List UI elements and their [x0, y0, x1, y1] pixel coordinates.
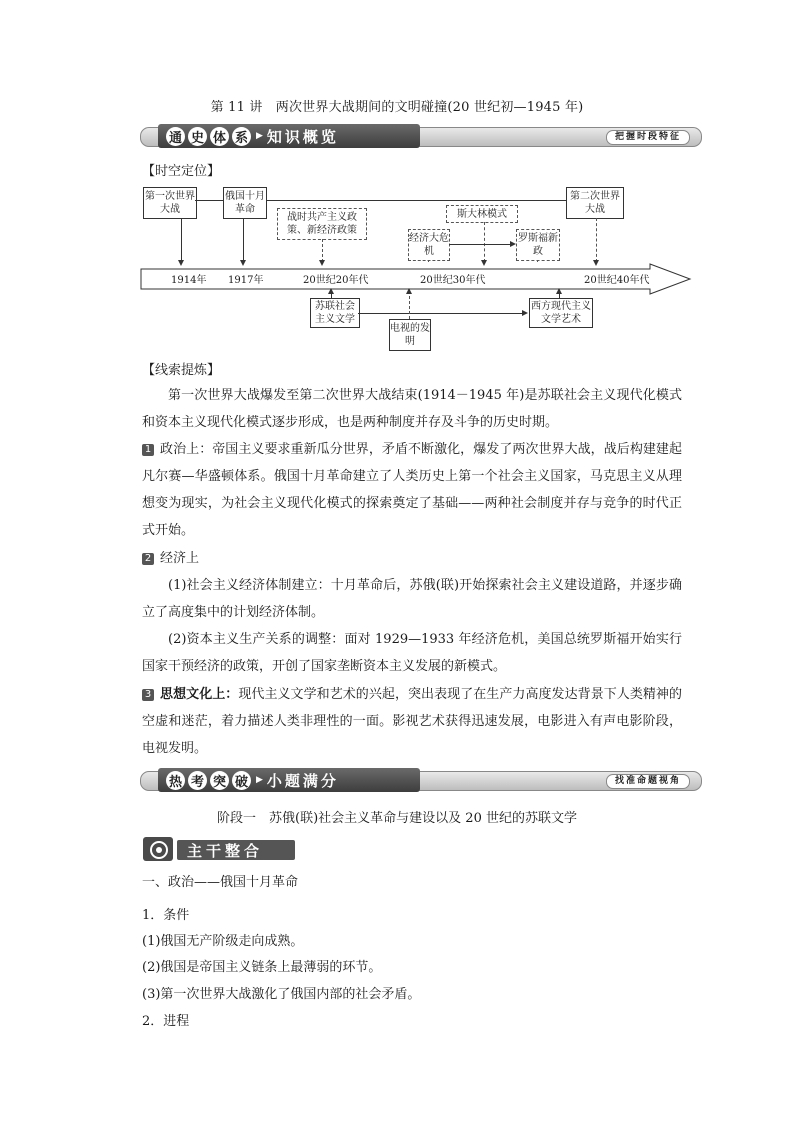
timespace-label: 【时空定位】 — [142, 164, 221, 179]
condition-3: (3)第一次世界大战激化了俄国内部的社会矛盾。 — [142, 987, 421, 1002]
banner-char: 热 — [166, 771, 185, 790]
banner-char: 考 — [188, 771, 207, 790]
box-western-modernism: 西方现代主义文学艺术 — [529, 298, 593, 328]
box-ww2: 第二次世界大战 — [566, 187, 624, 219]
tick-1914: 1914年 — [171, 275, 207, 286]
conditions-heading: 1．条件 — [142, 908, 190, 923]
section-heading-politics: 一、政治——俄国十月革命 — [142, 875, 299, 890]
stage-title: 阶段一 苏俄(联)社会主义革命与建设以及 20 世纪的苏联文学 — [217, 811, 577, 826]
number-badge: 3 — [142, 689, 154, 701]
triangle-right-icon: ▶ — [256, 775, 263, 785]
banner-char: 通 — [166, 127, 185, 146]
tick-1940s: 20世纪40年代 — [584, 275, 650, 286]
tick-1930s: 20世纪30年代 — [420, 275, 486, 286]
econ-item-2: (2)资本主义生产关系的调整：面对 1929—1933 年经济危机，美国总统罗斯福开始实行国家干预经济的政策，开创了国家垄断资本主义发展的新模式。 — [142, 632, 682, 674]
box-tv-invention: 电视的发明 — [389, 319, 431, 351]
banner-char: 破 — [232, 771, 251, 790]
box-new-deal: 罗斯福新政 — [516, 229, 560, 261]
point-politics: 1 政治上：帝国主义要求重新瓜分世界，矛盾不断激化，爆发了两次世界大战，战后构建建起凡尔赛—华盛顿体系。俄国十月革命建立了人类历史上第一个社会主义国家，马克思主义从理想变为现实，为社会主义现代化模式的探索奠定了基础——两种社会制度并存与竞争的时代正式开始。 — [142, 442, 682, 538]
lecture-title: 第 11 讲 两次世界大战期间的文明碰撞(20 世纪初—1945 年) — [210, 100, 584, 115]
timeline-diagram — [0, 0, 794, 360]
number-badge: 1 — [142, 444, 154, 456]
banner-char: 史 — [188, 127, 207, 146]
tick-1920s: 20世纪20年代 — [303, 275, 369, 286]
target-icon — [143, 837, 173, 861]
number-badge: 2 — [142, 553, 154, 565]
box-stalin-model: 斯大林模式 — [446, 205, 518, 223]
banner-tag: 找准命题视角 — [606, 774, 690, 789]
banner-tag: 把握时段特征 — [606, 130, 690, 145]
box-soviet-literature: 苏联社会主义文学 — [310, 298, 360, 328]
point-culture: 3 思想文化上：现代主义文学和艺术的兴起，突出表现了在生产力高度发达背景下人类精神的空虚和迷茫，着力描述人类非理性的一面。影视艺术获得迅速发展，电影进入有声电影阶段，电视发明。 — [142, 687, 682, 756]
tick-1917: 1917年 — [228, 275, 264, 286]
condition-2: (2)俄国是帝国主义链条上最薄弱的环节。 — [142, 960, 382, 975]
process-heading: 2．进程 — [142, 1014, 190, 1029]
banner-char: 体 — [210, 127, 229, 146]
banner-subtitle: 小题满分 — [266, 771, 339, 790]
banner-char: 系 — [232, 127, 251, 146]
condition-1: (1)俄国无产阶级走向成熟。 — [142, 934, 304, 949]
intro-paragraph: 第一次世界大战爆发至第二次世界大战结束(1914－1945 年)是苏联社会主义现代化模式和资本主义现代化模式逐步形成，也是两种制度并存及斗争的历史时期。 — [142, 388, 682, 430]
box-war-communism: 战时共产主义政策、新经济政策 — [277, 208, 367, 240]
triangle-right-icon: ▶ — [256, 131, 263, 141]
econ-item-1: (1)社会主义经济体制建立：十月革命后，苏俄(联)开始探索社会主义建设道路，并逐步确立了高度集中的计划经济体制。 — [142, 578, 682, 620]
banner-subtitle: 知识概览 — [266, 127, 339, 146]
box-october-revolution: 俄国十月革命 — [223, 187, 267, 219]
section-banner-hot-topics — [140, 768, 702, 792]
banner-char: 突 — [210, 771, 229, 790]
point-economy: 2 经济上 — [142, 545, 682, 572]
clue-label: 【线索提炼】 — [142, 363, 221, 378]
main-integration-header: 主干整合 — [143, 837, 295, 863]
box-ww1: 第一次世界大战 — [143, 187, 197, 219]
box-economic-crisis: 经济大危机 — [408, 229, 450, 261]
